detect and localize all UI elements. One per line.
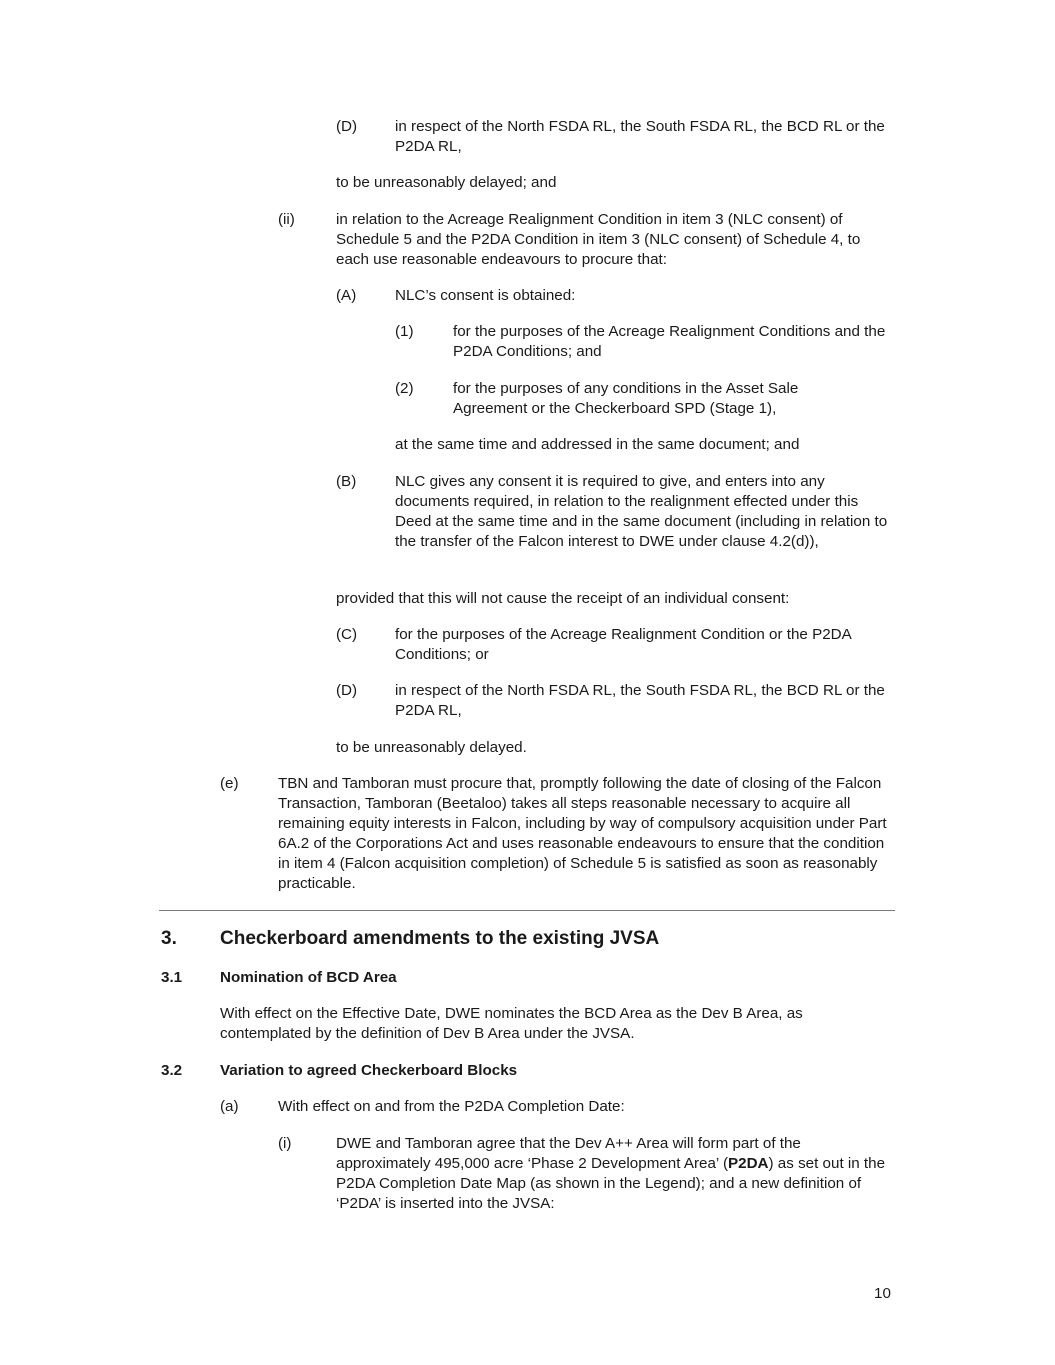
defined-term: P2DA — [728, 1155, 769, 1172]
continuation-text: provided that this will not cause the receipt of an individual consent: — [336, 590, 790, 607]
item-label-B: (B) — [336, 473, 357, 490]
continuation-text: to be unreasonably delayed; and — [336, 174, 557, 191]
item-text-1: for the purposes of the Acreage Realignment Conditions and the P2DA Conditions; and — [453, 323, 886, 360]
section-number: 3. — [161, 928, 177, 949]
item-label-ii: (ii) — [278, 211, 295, 228]
item-text-D: in respect of the North FSDA RL, the South FSDA RL, the BCD RL or the P2DA RL, — [395, 682, 885, 719]
item-label-a: (a) — [220, 1098, 239, 1115]
subsection-title: Variation to agreed Checkerboard Blocks — [220, 1062, 518, 1079]
item-label-2: (2) — [395, 380, 414, 397]
item-label-i: (i) — [278, 1135, 292, 1152]
item-text-A: NLC’s consent is obtained: — [395, 287, 576, 304]
item-text-i-part: DWE and Tamboran agree that the Dev A++ Area will form part of the approximately 495,000 acre ‘Phase 2 Development Area’ ( — [336, 1135, 801, 1172]
item-label-C: (C) — [336, 626, 358, 643]
continuation-text: to be unreasonably delayed. — [336, 739, 527, 756]
subsection-title: Nomination of BCD Area — [220, 969, 397, 986]
item-text-e: TBN and Tamboran must procure that, promptly following the date of closing of the Falcon Transaction, Tamboran (Beetaloo) takes all steps reasonable necessary to acquire all remaining equity interests in Falcon, including by way of compulsory acquisition under Part 6A.2 of the Corporations Act and uses reasonable endeavours to ensure that the condition in item 4 (Falcon acquisition completion) of Schedule 5 is satisfied as soon as reasonably practicable. — [278, 775, 887, 892]
continuation-text: at the same time and addressed in the same document; and — [395, 436, 800, 453]
section-title: Checkerboard amendments to the existing JVSA — [220, 928, 660, 949]
item-text-B: NLC gives any consent it is required to give, and enters into any documents required, in relation to the realignment effected under this Deed at the same time and in the same document (including in relation to the transfer of the Falcon interest to DWE under clause 4.2(d)), — [395, 473, 888, 550]
item-label-D: (D) — [336, 682, 358, 699]
item-text-2: for the purposes of any conditions in the Asset Sale Agreement or the Checkerboard SPD (Stage 1), — [453, 380, 799, 417]
section-divider — [159, 910, 895, 911]
subsection-body: With effect on the Effective Date, DWE nominates the BCD Area as the Dev B Area, as contemplated by the definition of Dev B Area under the JVSA. — [220, 1005, 803, 1042]
item-text-a: With effect on and from the P2DA Completion Date: — [278, 1098, 625, 1115]
subsection-number: 3.1 — [161, 969, 183, 986]
item-text-i-part: ) as set out in the P2DA Completion Date Map (as shown in the Legend); and a new definition of ‘P2DA’ is inserted into the JVSA: — [336, 1155, 886, 1212]
page-number: 10 — [874, 1285, 891, 1302]
item-label-1: (1) — [395, 323, 414, 340]
item-label-A: (A) — [336, 287, 357, 304]
item-text-C: for the purposes of the Acreage Realignment Condition or the P2DA Conditions; or — [395, 626, 851, 663]
item-text-D: in respect of the North FSDA RL, the South FSDA RL, the BCD RL or the P2DA RL, — [395, 118, 885, 155]
item-label-D: (D) — [336, 118, 358, 135]
item-label-e: (e) — [220, 775, 239, 792]
item-text-ii: in relation to the Acreage Realignment Condition in item 3 (NLC consent) of Schedule 5 and the P2DA Condition in item 3 (NLC consent) of Schedule 4, to each use reasonable endeavours to procure that: — [336, 211, 861, 268]
item-text-i — [336, 1134, 892, 1214]
subsection-number: 3.2 — [161, 1062, 183, 1079]
